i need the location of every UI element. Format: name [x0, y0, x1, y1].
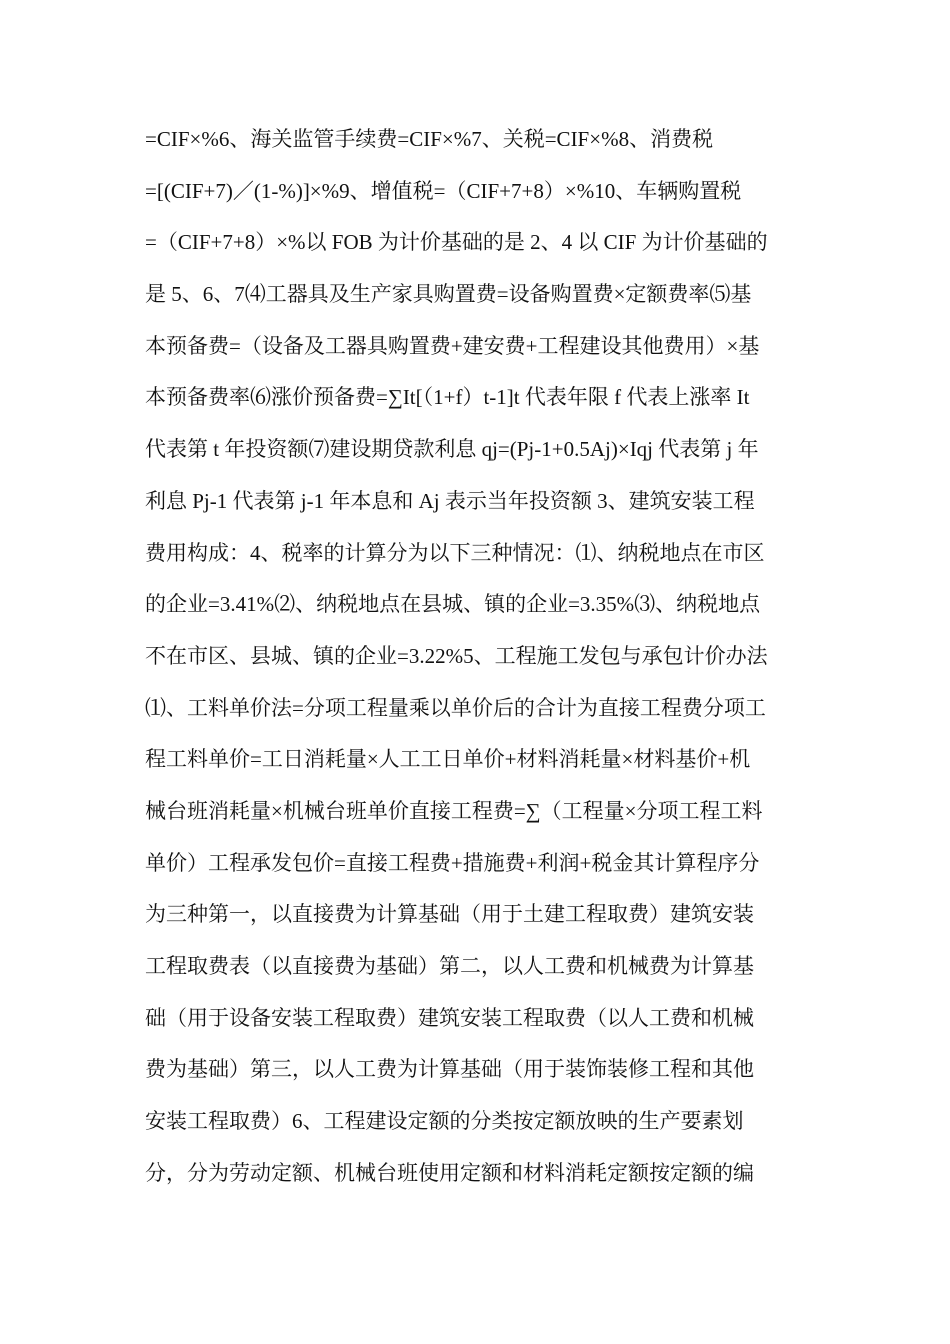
text-line: 械台班消耗量×机械台班单价直接工程费=∑（工程量×分项工程工料 — [145, 798, 763, 823]
text-line: 不在市区、县城、镇的企业=3.22%5、工程施工发包与承包计价办法 — [145, 643, 768, 668]
text-line: 费用构成：4、税率的计算分为以下三种情况：⑴、纳税地点在市区 — [145, 540, 765, 565]
text-line: 安装工程取费）6、工程建设定额的分类按定额放映的生产要素划 — [145, 1109, 744, 1134]
text-line: 单价）工程承发包价=直接工程费+措施费+利润+税金其计算程序分 — [145, 850, 760, 875]
text-line: 分，分为劳动定额、机械台班使用定额和材料消耗定额按定额的编 — [145, 1160, 754, 1185]
text-line: 代表第 t 年投资额⑺建设期贷款利息 qj=(Pj-1+0.5Aj)×Iqj 代表第 j 年 — [145, 437, 759, 462]
text-line: 程工料单价=工日消耗量×人工工日单价+材料消耗量×材料基价+机 — [145, 747, 751, 772]
text-line: =[(CIF+7)／(1-%)]×%9、增值税=（CIF+7+8）×%10、车辆购置税 — [145, 178, 742, 203]
text-line: 的企业=3.41%⑵、纳税地点在县城、镇的企业=3.35%⑶、纳税地点 — [145, 592, 761, 617]
text-line: 利息 Pj-1 代表第 j-1 年本息和 Aj 表示当年投资额 3、建筑安装工程 — [145, 488, 755, 513]
text-line: 是 5、6、7⑷工器具及生产家具购置费=设备购置费×定额费率⑸基 — [145, 282, 752, 307]
text-line: =（CIF+7+8）×%以 FOB 为计价基础的是 2、4 以 CIF 为计价基础的 — [145, 230, 768, 255]
text-line: 费为基础）第三，以人工费为计算基础（用于装饰装修工程和其他 — [145, 1057, 754, 1082]
text-line: 工程取费表（以直接费为基础）第二，以人工费和机械费为计算基 — [145, 954, 754, 978]
body-text — [145, 114, 815, 1199]
text-line: 为三种第一，以直接费为计算基础（用于土建工程取费）建筑安装 — [145, 902, 754, 927]
text-line: =CIF×%6、海关监管手续费=CIF×%7、关税=CIF×%8、消费税 — [145, 127, 714, 151]
text-line: 本预备费率⑹涨价预备费=∑It[（1+f）t-1]t 代表年限 f 代表上涨率 It — [145, 385, 750, 410]
text-line: 本预备费=（设备及工器具购置费+建安费+工程建设其他费用）×基 — [145, 333, 760, 358]
text-line: 础（用于设备安装工程取费）建筑安装工程取费（以人工费和机械 — [145, 1005, 754, 1030]
text-line: ⑴、工料单价法=分项工程量乘以单价后的合计为直接工程费分项工 — [145, 695, 766, 720]
